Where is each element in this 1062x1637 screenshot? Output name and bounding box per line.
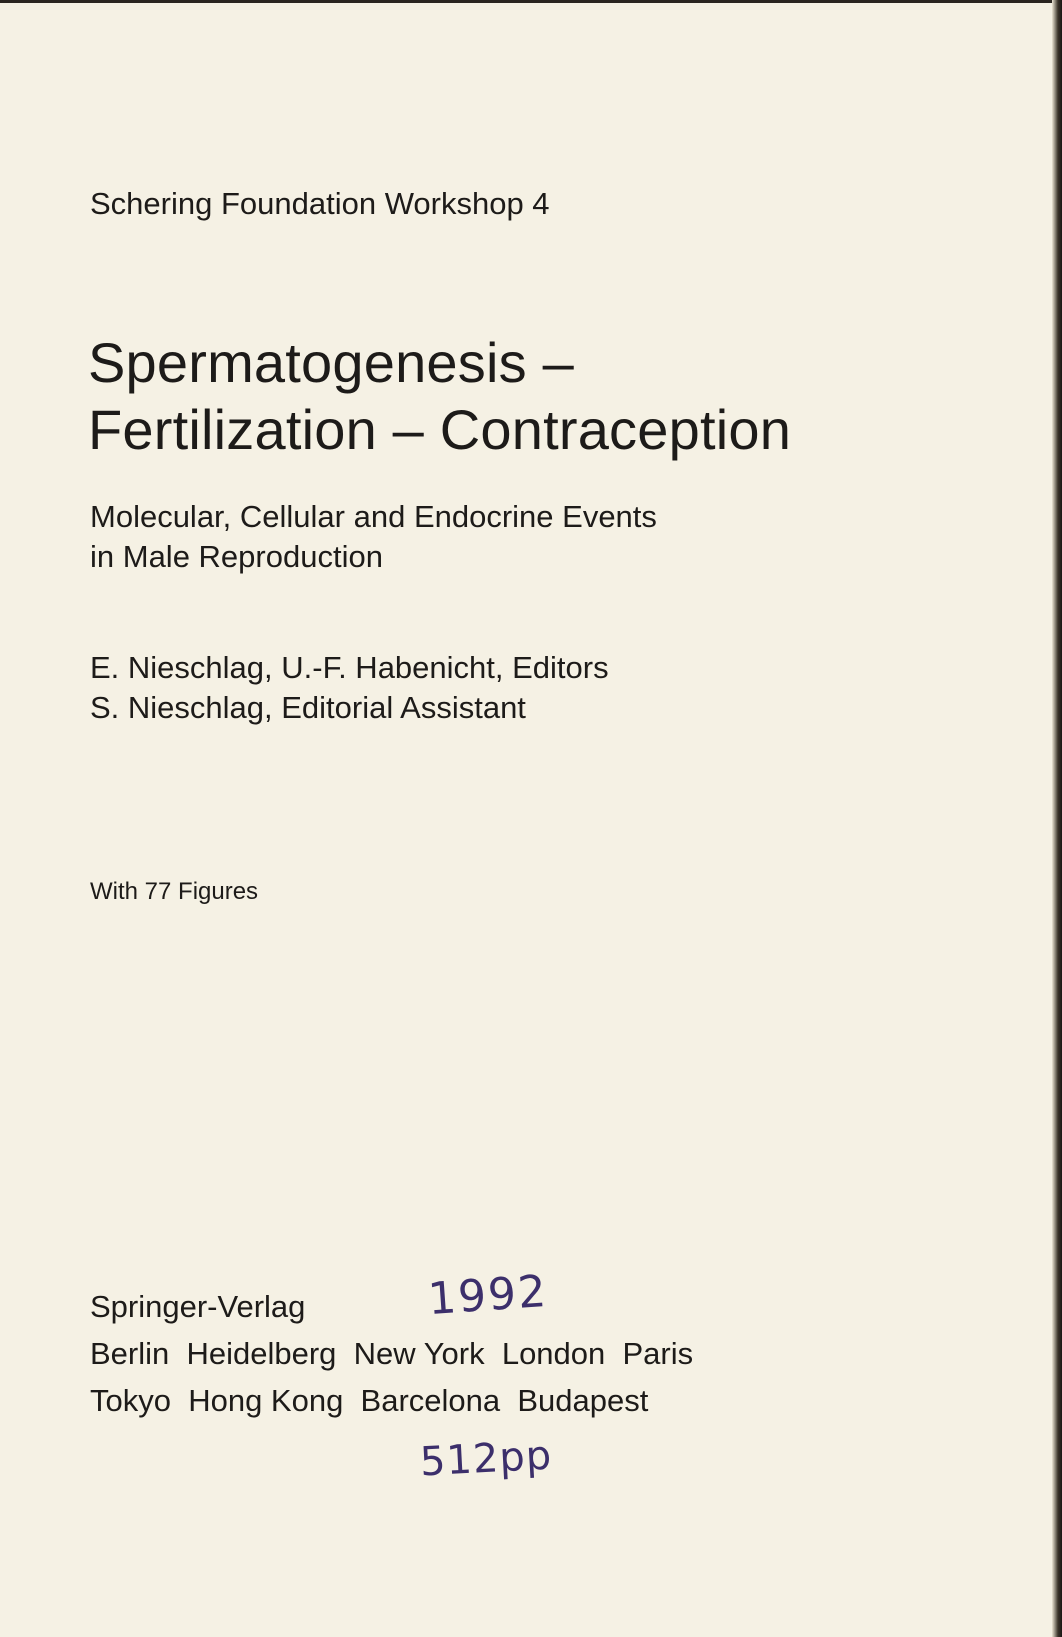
series-title: Schering Foundation Workshop 4 — [90, 186, 550, 221]
editorial-assistant-line: S. Nieschlag, Editorial Assistant — [90, 690, 526, 725]
handwritten-page-count: 512pp — [418, 1432, 554, 1486]
book-subtitle — [90, 497, 657, 577]
scan-edge-top — [0, 0, 1062, 3]
book-title-line-1: Spermatogenesis – — [88, 331, 574, 394]
handwritten-year: 1992 — [426, 1265, 550, 1326]
book-subtitle-line-2: in Male Reproduction — [90, 539, 383, 574]
publisher-block — [90, 1283, 693, 1424]
book-subtitle-line-1: Molecular, Cellular and Endocrine Events — [90, 499, 657, 534]
scan-edge-right — [1052, 0, 1062, 1637]
publisher-cities-line-1: Berlin Heidelberg New York London Paris — [90, 1336, 694, 1371]
figures-note: With 77 Figures — [90, 878, 259, 905]
book-title — [88, 329, 791, 463]
editors-block — [90, 648, 609, 728]
publisher-cities-line-2: Tokyo Hong Kong Barcelona Budapest — [90, 1383, 649, 1418]
editors-line: E. Nieschlag, U.-F. Habenicht, Editors — [90, 650, 609, 685]
publisher-name: Springer-Verlag — [90, 1289, 306, 1324]
book-title-line-2: Fertilization – Contraception — [88, 398, 792, 461]
